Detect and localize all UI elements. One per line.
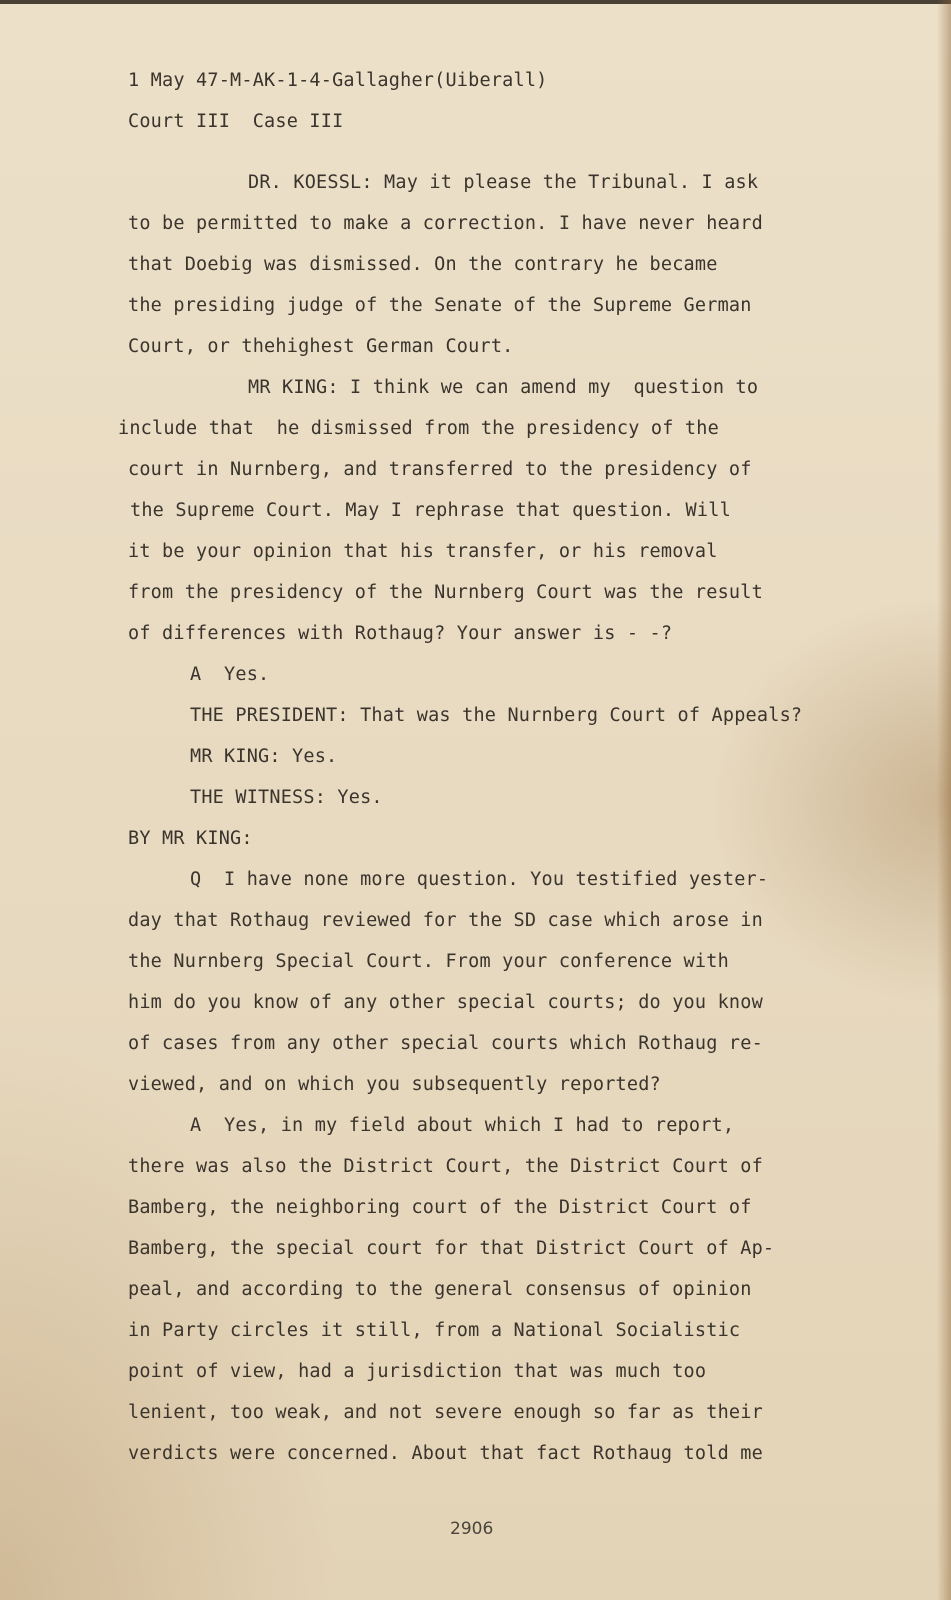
text-line: point of view, had a jurisdiction that was much too bbox=[128, 1361, 707, 1382]
text-line: MR KING: Yes. bbox=[190, 746, 338, 767]
text-line: THE WITNESS: Yes. bbox=[190, 787, 383, 808]
answer-line: A Yes. bbox=[190, 664, 270, 685]
page-number: 2906 bbox=[450, 1519, 494, 1539]
text-line: peal, and according to the general consensus of opinion bbox=[128, 1279, 752, 1300]
header-line-1: 1 May 47-M-AK-1-4-Gallagher(Uiberall) bbox=[128, 70, 548, 91]
text-line: court in Nurnberg, and transferred to the presidency of bbox=[128, 459, 752, 480]
answer-line: A Yes, in my field about which I had to report, bbox=[190, 1115, 735, 1136]
scan-top-edge bbox=[0, 0, 951, 4]
text-line: lenient, too weak, and not severe enough so far as their bbox=[128, 1402, 763, 1423]
header-line-2: Court III Case III bbox=[128, 111, 344, 132]
scan-right-edge bbox=[937, 0, 951, 1600]
text-line: viewed, and on which you subsequently reported? bbox=[128, 1074, 661, 1095]
text-line: verdicts were concerned. About that fact Rothaug told me bbox=[128, 1443, 763, 1464]
text-line: of differences with Rothaug? Your answer is - -? bbox=[128, 623, 673, 644]
text-line: the presiding judge of the Senate of the Supreme German bbox=[128, 295, 752, 316]
text-line: Bamberg, the special court for that District Court of Ap- bbox=[128, 1238, 775, 1259]
text-line: that Doebig was dismissed. On the contrary he became bbox=[128, 254, 718, 275]
text-line: of cases from any other special courts which Rothaug re- bbox=[128, 1033, 763, 1054]
text-line: to be permitted to make a correction. I have never heard bbox=[128, 213, 763, 234]
question-line: Q I have none more question. You testified yester- bbox=[190, 869, 769, 890]
text-line: the Supreme Court. May I rephrase that question. Will bbox=[130, 500, 731, 521]
text-line: Bamberg, the neighboring court of the District Court of bbox=[128, 1197, 752, 1218]
text-line: DR. KOESSL: May it please the Tribunal. I ask bbox=[248, 172, 759, 193]
text-line: him do you know of any other special courts; do you know bbox=[128, 992, 763, 1013]
text-line: BY MR KING: bbox=[128, 828, 253, 849]
text-line: day that Rothaug reviewed for the SD case which arose in bbox=[128, 910, 763, 931]
text-line: include that he dismissed from the presidency of the bbox=[118, 418, 719, 439]
text-line: it be your opinion that his transfer, or his removal bbox=[128, 541, 718, 562]
text-line: there was also the District Court, the District Court of bbox=[128, 1156, 763, 1177]
text-line: in Party circles it still, from a National Socialistic bbox=[128, 1320, 741, 1341]
text-line: Court, or thehighest German Court. bbox=[128, 336, 514, 357]
text-line: MR KING: I think we can amend my question to bbox=[248, 377, 759, 398]
text-line: from the presidency of the Nurnberg Court was the result bbox=[128, 582, 763, 603]
text-line: THE PRESIDENT: That was the Nurnberg Court of Appeals? bbox=[190, 705, 803, 726]
text-line: the Nurnberg Special Court. From your conference with bbox=[128, 951, 729, 972]
